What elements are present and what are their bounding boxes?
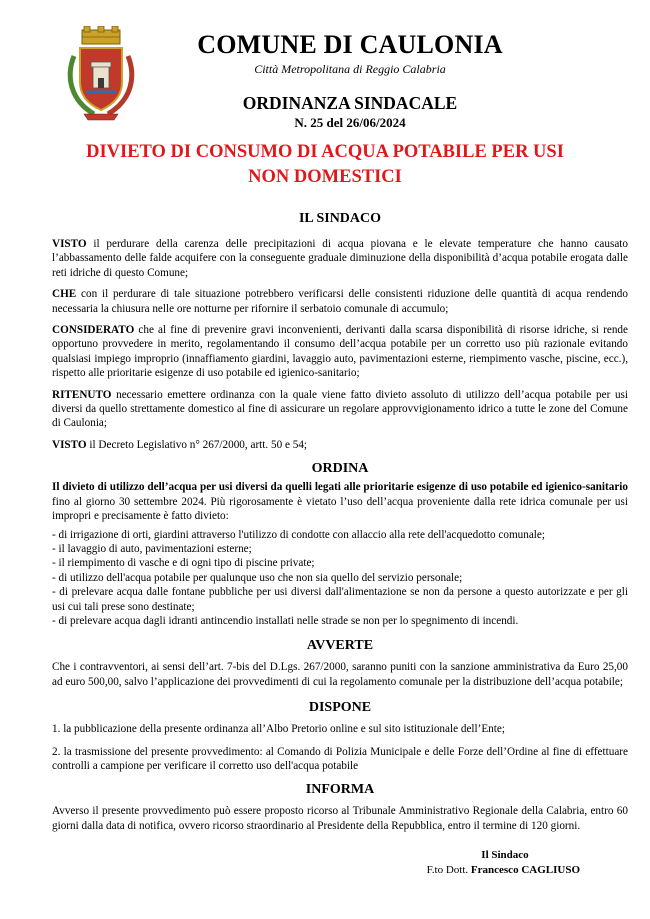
metro-city: Città Metropolitana di Reggio Calabria xyxy=(254,62,446,76)
list-item: - di prelevare acqua dagli idranti antincendio installati nelle strade se non per lo spegnimento di incendi. xyxy=(52,614,519,627)
dispone-item: 2. la trasmissione del presente provvedimento: al Comando di Polizia Municipale e delle Forze dell’Ordine al fine di effettuare controlli a campione per verificare il corretto uso dell'acqua potabile xyxy=(52,745,628,772)
municipality-name: COMUNE DI CAULONIA xyxy=(197,30,503,59)
premise-text: necessario emettere ordinanza con la quale viene fatto divieto assoluto di utilizzo dell’acqua potabile per usi diversi da quello strettamente domestico al fine di assicurare un regolare approvvigionamento idrico a tutte le zone del Comune di Caulonia; xyxy=(52,388,628,430)
premise-text: con il perdurare di tale situazione potrebbero verificarsi delle consistenti riduzione delle quantità di acqua rendendo necessaria la chiusura nelle ore notturne per rifornire il serbatoio comunale di accumulo; xyxy=(52,288,628,315)
list-item: - il lavaggio di auto, pavimentazioni esterne; xyxy=(52,542,252,555)
ordinance-title: ORDINANZA SINDACALE xyxy=(242,93,458,113)
list-item: - il riempimento di vasche e di ogni tipo di piscine private; xyxy=(52,557,315,570)
premise-paragraph xyxy=(52,287,628,316)
premise-key: VISTO xyxy=(52,238,87,250)
list-item: - di prelevare acqua dalle fontane pubbliche per usi diversi dall'alimentazione se non da persone a questo autorizzate e per gli usi cui tali prese sono destinate; xyxy=(52,586,628,613)
premise-key: RITENUTO xyxy=(52,388,112,401)
informa-heading: INFORMA xyxy=(305,782,375,798)
document-header xyxy=(150,30,550,131)
signature-title: Il Sindaco xyxy=(481,849,529,861)
ordina-heading: ORDINA xyxy=(311,461,369,477)
document-body xyxy=(52,210,628,833)
premise-paragraph xyxy=(52,323,628,381)
prohibition-list xyxy=(52,528,628,629)
sindaco-heading: IL SINDACO xyxy=(298,211,382,226)
list-item: - di irrigazione di orti, giardini attraverso l'utilizzo di condotte con allaccio alla rete dell'acquedotto comunale; xyxy=(52,528,545,541)
avverte-heading: AVVERTE xyxy=(306,638,374,654)
premise-key: CHE xyxy=(52,288,77,301)
signature-line xyxy=(360,863,580,878)
ordina-paragraph xyxy=(52,480,628,523)
ordinance-number: N. 25 del 26/06/2024 xyxy=(294,115,406,130)
premise-text: il perdurare della carenza delle precipitazioni di acqua piovana e le elevate temperature che hanno causato l’abbassamento delle falde acquifere con la conseguente graduale diminuzione della disponibilità d’acqua potabile erogata dalle reti idriche di questo Comune; xyxy=(52,238,628,279)
ordina-text: fino al giorno 30 settembre 2024. Più rigorosamente è vietato l’uso dell’acqua proveniente dalla rete idrica comunale per usi impropri e precisamente è fatto divieto: xyxy=(52,495,628,523)
signature-prefix: F.to Dott. xyxy=(426,864,471,876)
signature-block xyxy=(360,848,580,878)
dispone-heading: DISPONE xyxy=(308,700,372,716)
premise-paragraph xyxy=(52,438,628,452)
premise-text: il Decreto Legislativo n° 267/2000, artt. 50 e 54; xyxy=(86,438,308,451)
premise-key: CONSIDERATO xyxy=(52,324,135,337)
dispone-item: 1. la pubblicazione della presente ordinanza all’Albo Pretorio online e sul sito istituzionale dell’Ente; xyxy=(52,723,505,736)
ordinance-subject xyxy=(40,140,610,190)
signature-name: Francesco CAGLIUSO xyxy=(470,864,580,876)
premise-text: che al fine di prevenire gravi inconvenienti, derivanti dalla scarsa disponibilità di risorse idriche, si rende opportuno provvedere in merito, regolamentando il consumo dell’acqua potabile per un corretto uso più razionale evitando qualsiasi impiego improprio (innaffiamento giardini, lavaggio auto, pavimentazioni esterne, riempimento vasche, piscine, ecc.), rispetto alle prioritarie esigenze di uso potabile ed igienico-sanitario; xyxy=(52,324,628,380)
coat-of-arms-icon xyxy=(64,26,138,122)
ordina-bold-text: Il divieto di utilizzo dell’acqua per usi diversi da quelli legati alle prioritarie esigenze di uso potabile ed igienico-sanitario xyxy=(52,481,628,494)
subject-line-1: DIVIETO DI CONSUMO DI ACQUA POTABILE PER USI xyxy=(86,142,564,162)
list-item: - di utilizzo dell'acqua potabile per qualunque uso che non sia quello del servizio personale; xyxy=(52,571,463,584)
subject-line-2: NON DOMESTICI xyxy=(248,167,402,187)
premise-paragraph xyxy=(52,237,628,280)
premise-paragraph xyxy=(52,388,628,431)
premise-key: VISTO xyxy=(52,438,87,451)
informa-paragraph: Avverso il presente provvedimento può essere proposto ricorso al Tribunale Amministrativo Regionale della Calabria, entro 60 giorni dalla data di notifica, ovvero ricorso straordinario al Presidente della Repubblica, entro il termine di 120 giorni. xyxy=(52,805,628,832)
avverte-paragraph: Che i contravventori, ai sensi dell’art. 7-bis del D.Lgs. 267/2000, saranno puniti con la sanzione amministrativa da Euro 25,00 ad euro 500,00, salvo l’applicazione dei provvedimenti di cui la regolamento comunale per la distribuzione dell’acqua potabile; xyxy=(52,661,628,688)
